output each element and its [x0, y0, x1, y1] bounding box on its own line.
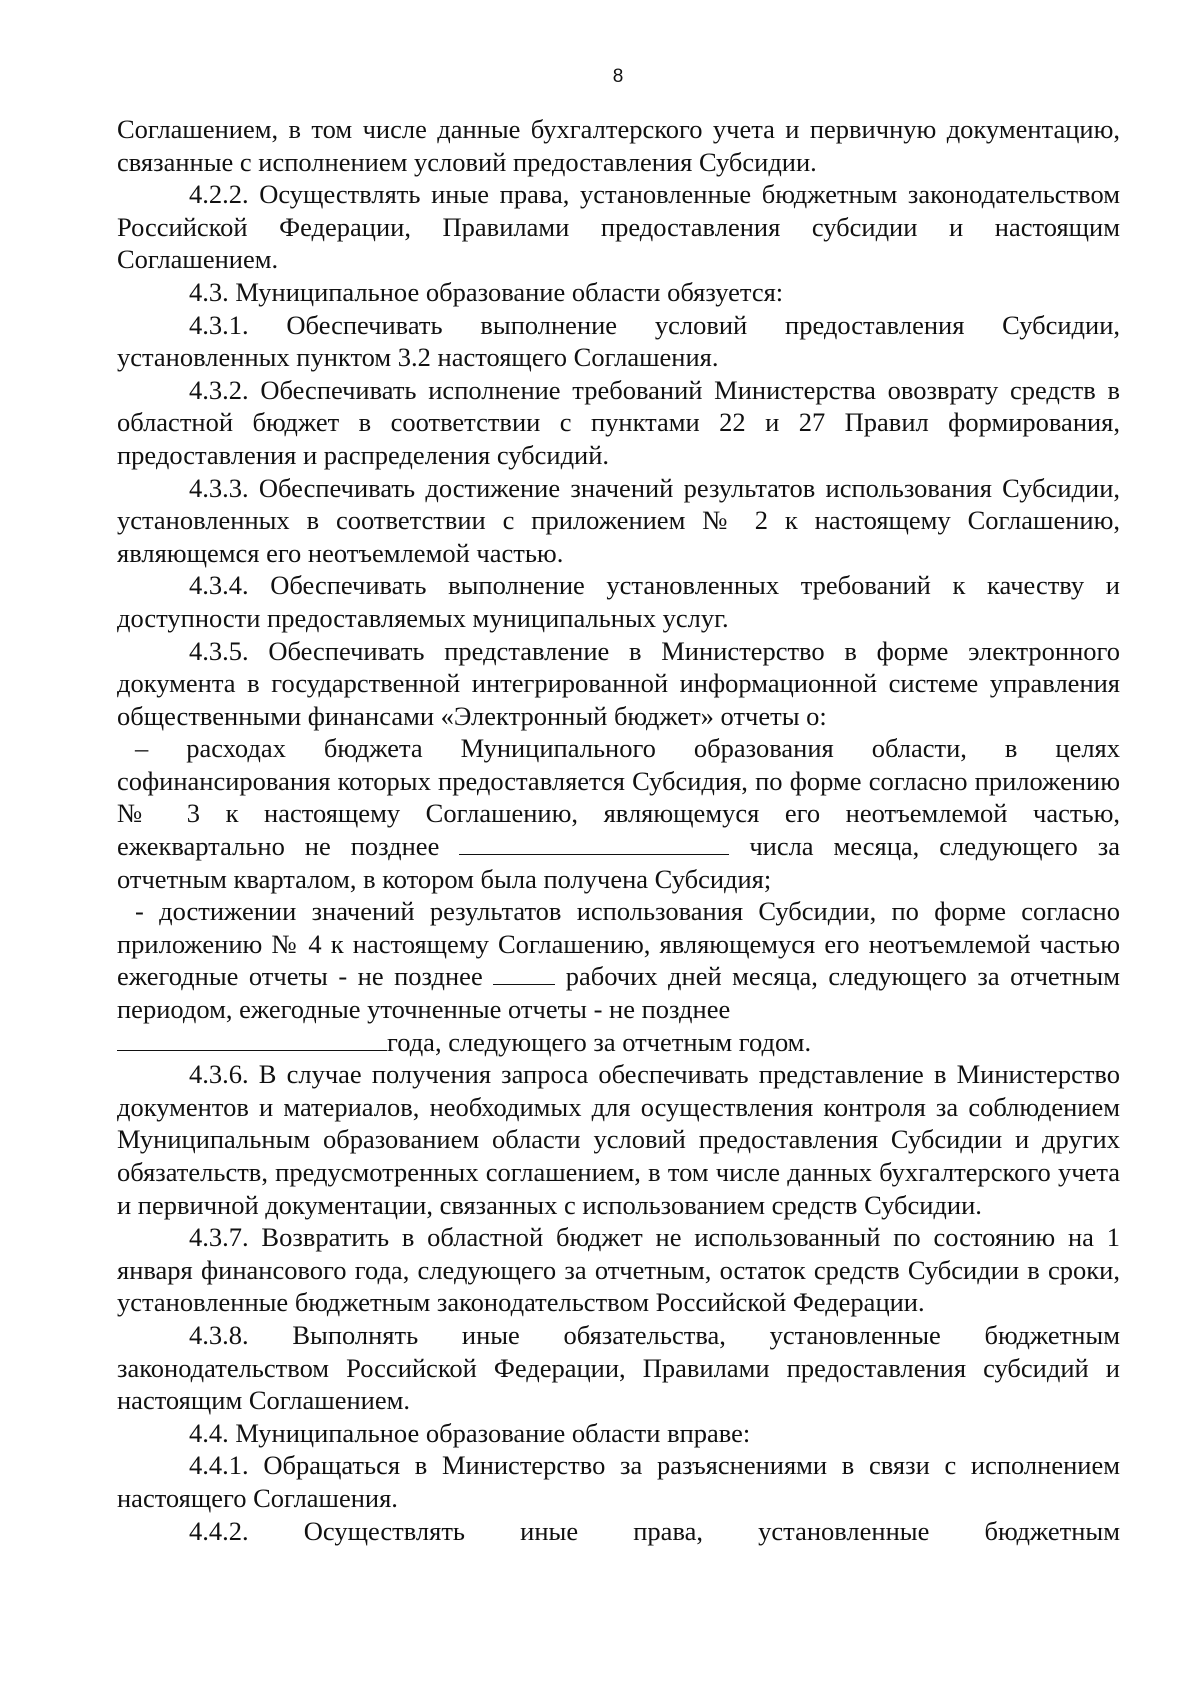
document-body: [117, 113, 1120, 1547]
paragraph-4-4-1: 4.4.1. Обращаться в Министерство за разъяснениями в связи с исполнением настоящего Соглашения.: [117, 1450, 1120, 1513]
paragraph-4-3-3: 4.3.3. Обеспечивать достижение значений результатов использования Субсидии, установленных в соответствии с приложением № 2 к настоящему Соглашению, являющемся его неотъемлемой частью.: [117, 472, 1120, 568]
paragraph-4-3-2: 4.3.2. Обеспечивать исполнение требований Министерства овозврату средств в областной бюджет в соответствии с пунктами 22 и 27 Правил формирования, предоставления и распределения субсидий.: [117, 374, 1120, 470]
list-item-text: года, следующего за отчетным годом.: [387, 1026, 812, 1057]
fill-in-blank: [459, 832, 729, 855]
paragraph-4-3-6: 4.3.6. В случае получения запроса обеспечивать представление в Министерство документов и материалов, необходимых для осуществления контроля за соблюдением Муниципальным образованием области условий предоставления Субсидии и других обязательств, предусмотренных соглашением, в том числе данных бухгалтерского учета и первичной документации, связанных с использованием средств Субсидии.: [117, 1059, 1120, 1220]
fill-in-blank: [117, 1028, 387, 1051]
paragraph-4-3-8: 4.3.8. Выполнять иные обязательства, установленные бюджетным законодательством Российской Федерации, Правилами предоставления субсидий и настоящим Соглашением.: [117, 1319, 1120, 1416]
list-item-expenses-report: [117, 732, 1120, 895]
paragraph-continuation: Соглашением, в том числе данные бухгалтерского учета и первичную документацию, связанные с исполнением условий предоставления Субсидии.: [117, 114, 1120, 177]
paragraph-4-4: 4.4. Муниципальное образование области вправе:: [189, 1417, 751, 1448]
fill-in-blank: [493, 962, 555, 985]
paragraph-4-2-2: 4.2.2. Осуществлять иные права, установленные бюджетным законодательством Российской Федерации, Правилами предоставления субсидии и настоящим Соглашением.: [117, 179, 1120, 275]
paragraph-4-4-2: 4.4.2. Осуществлять иные права, установленные бюджетным: [189, 1515, 1120, 1546]
paragraph-4-3: 4.3. Муниципальное образование области обязуется:: [189, 276, 784, 307]
list-item-text: числа месяца, следующего за отчетным кварталом, в котором была получена Субсидия;: [117, 831, 1120, 894]
paragraph-4-3-7: 4.3.7. Возвратить в областной бюджет не использованный по состоянию на 1 января финансового года, следующего за отчетным, остаток средств Субсидии в сроки, установленные бюджетным законодательством Российской Федерации.: [117, 1222, 1120, 1318]
list-item-text: – расходах бюджета Муниципального образования области, в целях софинансирования которых предоставляется Субсидия, по форме согласно приложению № 3 к настоящему Соглашению, являющемуся его неотъемлемой частью, ежеквартально не позднее: [117, 733, 1120, 862]
list-item-results-report: [117, 895, 1120, 1058]
paragraph-4-3-1: 4.3.1. Обеспечивать выполнение условий предоставления Субсидии, установленных пунктом 3.2 настоящего Соглашения.: [117, 309, 1120, 373]
list-item-text: рабочих дней месяца, следующего за отчетным периодом, ежегодные уточненные отчеты - не позднее: [117, 961, 1121, 1025]
paragraph-4-3-4: 4.3.4. Обеспечивать выполнение установленных требований к качеству и доступности предоставляемых муниципальных услуг.: [117, 570, 1120, 633]
page-number: 8: [612, 66, 624, 87]
list-item-text: - достижении значений результатов использования Субсидии, по форме согласно приложению № 4 к настоящему Соглашению, являющемуся его неотъемлемой частью ежегодные отчеты - не позднее: [117, 896, 1120, 992]
paragraph-4-3-5: 4.3.5. Обеспечивать представление в Министерство в форме электронного документа в государственной интегрированной информационной системе управления общественными финансами «Электронный бюджет» отчеты о:: [117, 635, 1120, 731]
